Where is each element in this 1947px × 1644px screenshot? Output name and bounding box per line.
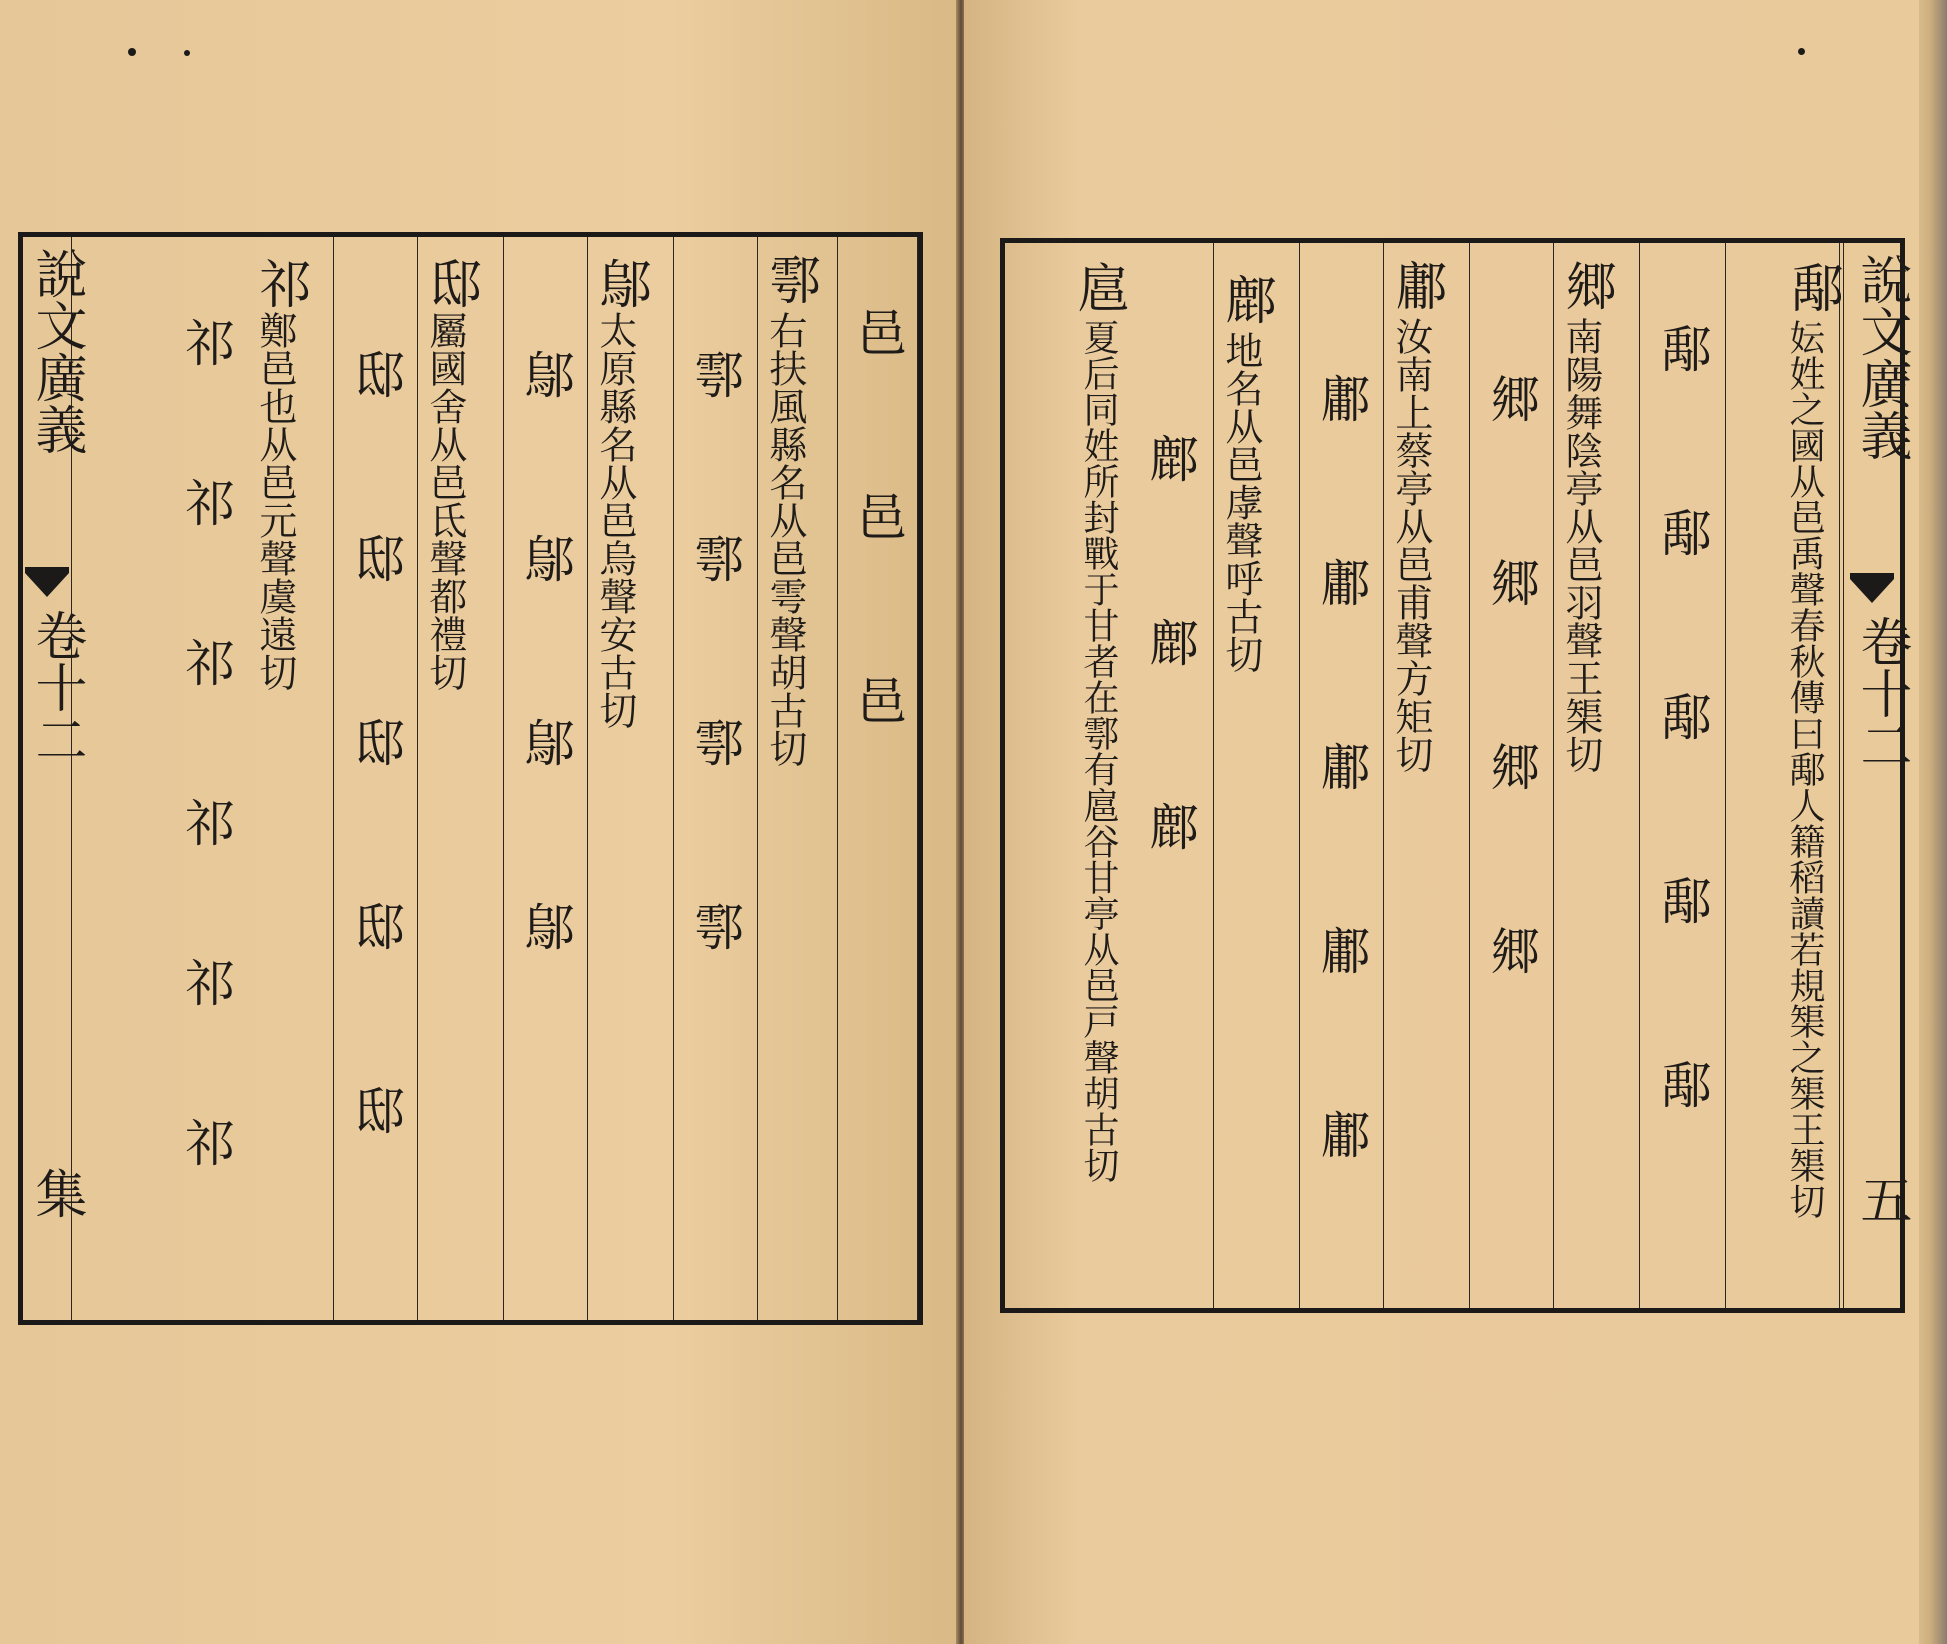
- binding-hole-dot: [128, 48, 136, 56]
- seal-character-row: 郷 郷 郷 郷: [1482, 373, 1541, 1013]
- page-number: 五: [1851, 1173, 1911, 1225]
- annotation: 地名从邑虖聲呼古切: [1218, 331, 1263, 673]
- column: [674, 237, 758, 1320]
- column: [1470, 243, 1554, 1308]
- fish-tail-mark-icon: [1850, 573, 1894, 603]
- column: [1300, 243, 1384, 1308]
- column: [588, 237, 674, 1320]
- column: [1726, 243, 1840, 1308]
- edition-mark: 集: [26, 1167, 86, 1219]
- column: [1554, 243, 1640, 1308]
- fish-tail-mark-icon: [25, 567, 69, 597]
- column: [1018, 243, 1128, 1308]
- seal-character-row: 鄘 鄘 鄘 鄘 鄘: [1312, 373, 1371, 1197]
- column: [838, 237, 918, 1320]
- column: [758, 237, 838, 1320]
- annotation: 太原縣名从邑烏聲安古切: [592, 311, 637, 729]
- headword: 扈: [1068, 261, 1128, 313]
- annotation: 南陽舞陰亭从邑羽聲王榘切: [1558, 317, 1603, 773]
- page-edge-stack: [1919, 0, 1947, 1644]
- annotation: 夏后同姓所封戰于甘者在鄠有扈谷甘亭从邑戸聲胡古切: [1078, 319, 1119, 1183]
- binding-hole-dot: [184, 50, 190, 56]
- seal-character-row: 鄠 鄠 鄠 鄠: [686, 349, 745, 989]
- annotation: 鄭邑也从邑元聲虞遠切: [252, 311, 297, 691]
- right-page: [964, 0, 1919, 1644]
- column: [418, 237, 504, 1320]
- seal-character-row: 鄅 鄅 鄅 鄅 鄅: [1653, 323, 1712, 1147]
- column: [1384, 243, 1470, 1308]
- seal-character-row: 邸 邸 邸 邸 邸: [346, 349, 405, 1173]
- annotation: 屬國舍从邑氐聲都禮切: [422, 311, 467, 691]
- headword: 郷: [1556, 259, 1616, 311]
- seal-character-row: 祁 祁 祁 祁 祁 祁: [177, 317, 235, 1193]
- book-title: 說文廣義: [1851, 253, 1911, 461]
- seal-character-row: 鄜 鄜 鄜: [1141, 433, 1200, 889]
- column: [248, 237, 334, 1320]
- column: [504, 237, 588, 1320]
- headword: 鄠: [760, 253, 820, 305]
- right-page-frame: [1000, 238, 1911, 1313]
- headword: 鄜: [1216, 273, 1276, 325]
- annotation: 妘姓之國从邑禹聲春秋傳曰鄅人籍稻讀若規榘之榘王榘切: [1784, 319, 1825, 1219]
- volume-label: 卷十二: [26, 609, 86, 765]
- headword: 鄅: [1782, 261, 1842, 313]
- annotation: 右扶風縣名从邑雩聲胡古切: [762, 311, 807, 767]
- headword: 鄘: [1386, 259, 1446, 311]
- margin-strip: [1843, 243, 1911, 1308]
- headword: 邸: [420, 257, 480, 309]
- column: [164, 237, 248, 1320]
- annotation: 汝南上蔡亭从邑甫聲方矩切: [1388, 317, 1433, 773]
- left-page: [0, 0, 958, 1644]
- margin-strip: [23, 237, 86, 1320]
- volume-label: 卷十二: [1851, 615, 1911, 771]
- book-title: 說文廣義: [26, 247, 86, 455]
- left-page-frame: [18, 232, 923, 1325]
- column: [1128, 243, 1214, 1308]
- headword: 祁: [250, 257, 310, 309]
- headword: 鄔: [590, 257, 650, 309]
- binding-hole-dot: [1798, 48, 1805, 55]
- column: [1214, 243, 1300, 1308]
- seal-character-row: 邑 邑 邑: [848, 307, 907, 763]
- seal-character-row: 鄔 鄔 鄔 鄔: [516, 349, 575, 989]
- column: [1640, 243, 1726, 1308]
- column: [334, 237, 418, 1320]
